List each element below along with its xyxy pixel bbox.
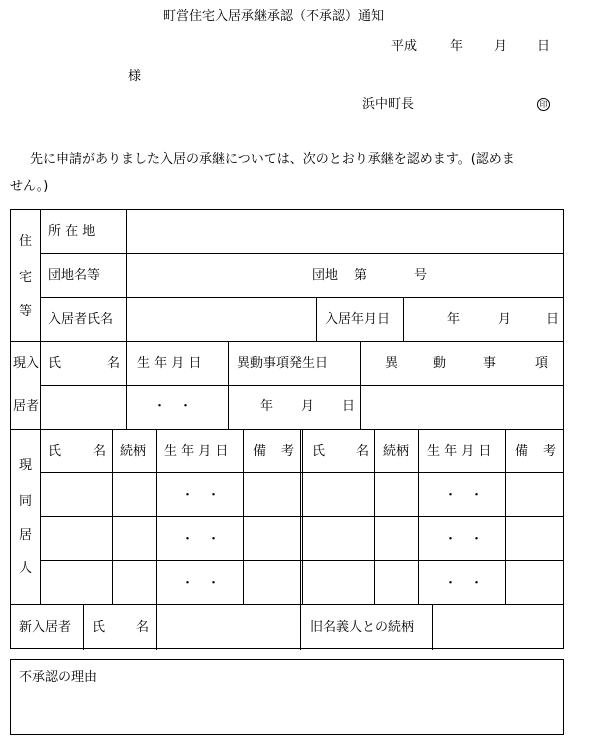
cohabitant-section-label-1: 現 [19, 458, 33, 473]
housing-section-label-2: 宅 [19, 270, 33, 285]
seal-mark [537, 98, 550, 111]
new-occupant-relation-label: 旧名義人との続柄 [310, 620, 415, 635]
cohabitant-birth-dots-left-2: ・ ・ [181, 532, 221, 547]
occupant-name-label: 入居者氏名 [48, 312, 114, 327]
cohabitant-name-label-left-2: 名 [93, 444, 107, 459]
cohabitant-relation-label-right: 続柄 [383, 444, 410, 459]
reason-box[interactable] [10, 659, 564, 735]
body-text-line-2: せん。) [10, 179, 49, 194]
cohabitant-birth-label-right: 生 年 月 日 [427, 444, 492, 459]
change-label-3: 事 [483, 356, 497, 371]
cohabitant-relation-label-left: 続柄 [120, 444, 147, 459]
date-day: 日 [537, 39, 551, 54]
change-month: 月 [301, 399, 315, 414]
cohabitant-birth-dots-right-3: ・ ・ [444, 576, 484, 591]
date-month: 月 [494, 39, 508, 54]
body-text-line-1: 先に申請がありました入居の承継については、次のとおり承継を認めます。(認めま [30, 152, 515, 167]
addressee-suffix: 様 [128, 69, 142, 84]
date-year: 年 [450, 39, 464, 54]
change-label-4: 項 [535, 356, 549, 371]
cohabitant-remarks-label-right-1: 備 [515, 444, 529, 459]
cohabitant-birth-dots-left-1: ・ ・ [181, 488, 221, 503]
move-in-month: 月 [498, 312, 512, 327]
reason-label: 不承認の理由 [19, 670, 98, 685]
cohabitant-birth-dots-right-1: ・ ・ [444, 488, 484, 503]
current-name-label-2: 名 [107, 356, 121, 371]
cohabitant-birth-dots-left-3: ・ ・ [181, 576, 221, 591]
location-label: 所 在 地 [48, 224, 96, 239]
change-year: 年 [260, 399, 274, 414]
housing-section-label-3: 等 [19, 304, 33, 319]
cohabitant-name-label-right-1: 氏 [312, 444, 326, 459]
change-day: 日 [342, 399, 356, 414]
current-name-label-1: 氏 [48, 356, 62, 371]
new-occupant-name-label-1: 氏 [92, 620, 106, 635]
cohabitant-birth-dots-right-2: ・ ・ [444, 532, 484, 547]
new-occupant-name-label-2: 名 [136, 620, 150, 635]
complex-label: 団地名等 [48, 268, 101, 283]
current-occupant-section-label-2: 居者 [13, 399, 40, 414]
new-occupant-label: 新入居者 [19, 620, 72, 635]
document-title: 町営住宅入居承継承認（不承認）通知 [163, 9, 385, 24]
change-date-label: 異動事項発生日 [237, 356, 329, 371]
cohabitant-section-label-2: 同 [19, 494, 33, 509]
seal-icon: 印 [537, 98, 550, 111]
cohabitant-name-label-left-1: 氏 [48, 444, 62, 459]
cohabitant-birth-label-left: 生 年 月 日 [164, 444, 229, 459]
move-in-date-label: 入居年月日 [325, 312, 391, 327]
change-label-2: 動 [433, 356, 447, 371]
complex-value-2: 第 [354, 268, 368, 283]
current-birth-dots: ・ ・ [153, 399, 193, 414]
cohabitant-remarks-label-left-1: 備 [253, 444, 267, 459]
cohabitant-section-label-3: 居 [19, 528, 33, 543]
main-table [10, 209, 564, 649]
cohabitant-section-label-4: 人 [19, 561, 33, 576]
move-in-day: 日 [546, 312, 560, 327]
complex-value-3: 号 [414, 268, 428, 283]
cohabitant-remarks-label-right-2: 考 [543, 444, 557, 459]
move-in-year: 年 [447, 312, 461, 327]
current-occupant-section-label-1: 現入 [13, 356, 40, 371]
complex-value-1: 団地 [312, 268, 339, 283]
current-birth-label: 生 年 月 日 [137, 356, 202, 371]
housing-section-label-1: 住 [19, 234, 33, 249]
cohabitant-remarks-label-left-2: 考 [281, 444, 295, 459]
cohabitant-name-label-right-2: 名 [356, 444, 370, 459]
issuer-name: 浜中町長 [362, 97, 415, 112]
change-label-1: 異 [385, 356, 399, 371]
location-value[interactable] [131, 215, 551, 245]
date-era: 平成 [391, 39, 418, 54]
